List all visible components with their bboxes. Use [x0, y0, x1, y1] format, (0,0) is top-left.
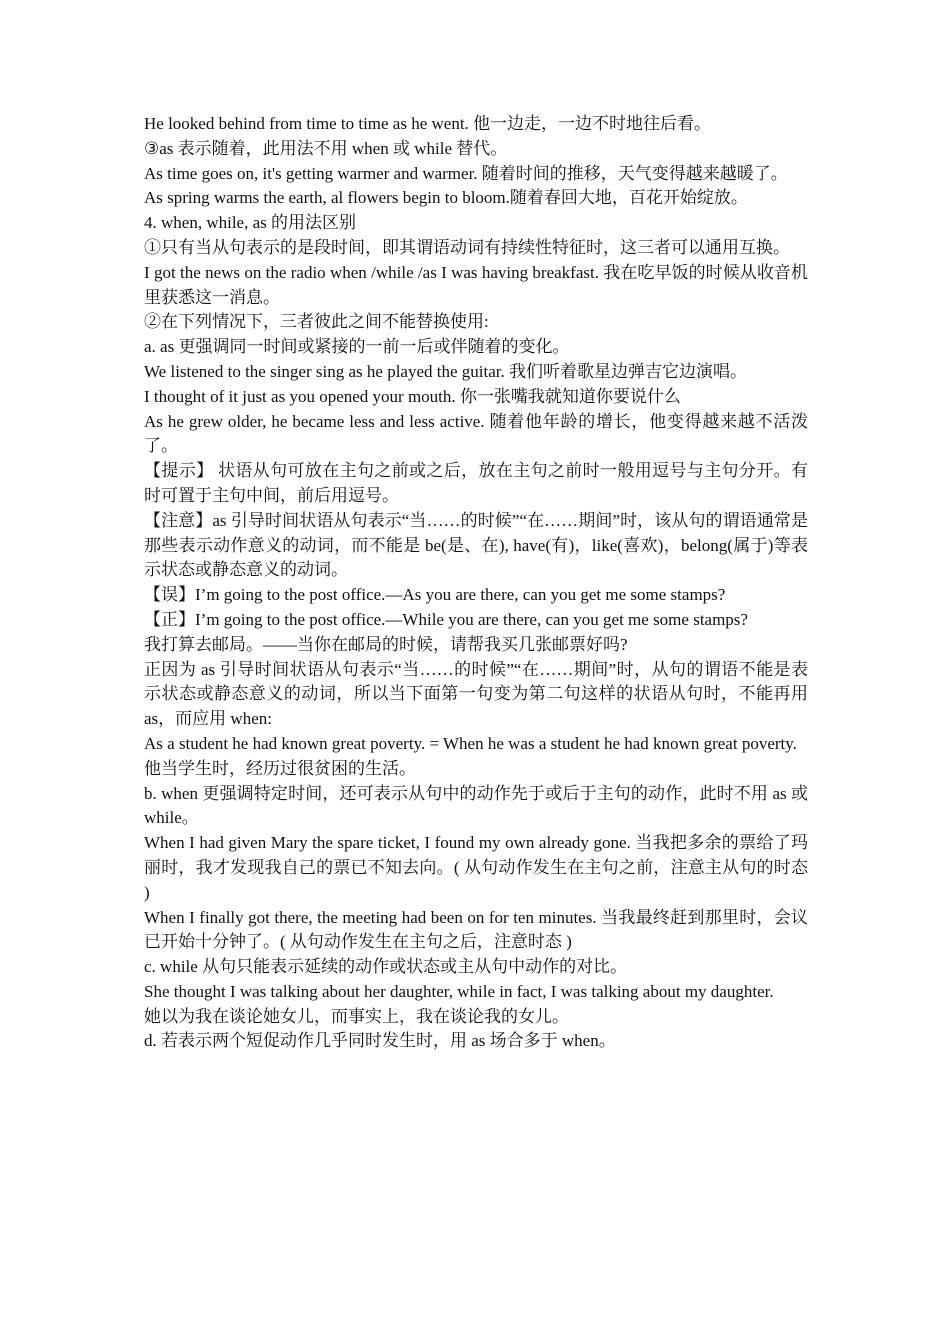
- document-body: [144, 112, 808, 1054]
- paragraph: I thought of it just as you opened your mouth. 你一张嘴我就知道你要说什么: [144, 386, 681, 406]
- paragraph: 我打算去邮局。——当你在邮局的时候，请帮我买几张邮票好吗?: [144, 634, 628, 654]
- paragraph: When I finally got there, the meeting had been on for ten minutes. 当我最终赶到那里时，会议已开始十分钟了。( 从句动作发生在主句之后，注意时态 ): [144, 907, 808, 952]
- paragraph: ②在下列情况下，三者彼此之间不能替换使用:: [144, 312, 489, 332]
- paragraph: b. when 更强调特定时间，还可表示从句中的动作先于或后于主句的动作，此时不用 as 或 while。: [144, 783, 808, 828]
- paragraph: As a student he had known great poverty. = When he was a student he had known great poverty.: [144, 733, 797, 753]
- paragraph: When I had given Mary the spare ticket, I found my own already gone. 当我把多余的票给了玛丽时，我才发现我自己的票已不知去向。( 从句动作发生在主句之前，注意主从句的时态 ): [144, 833, 808, 902]
- paragraph: ③as 表示随着，此用法不用 when 或 while 替代。: [144, 138, 508, 158]
- tip-paragraph: 【提示】 状语从句可放在主句之前或之后，放在主句之前时一般用逗号与主句分开。有时可置于主句中间，前后用逗号。: [144, 461, 808, 505]
- wrong-example: 【误】I’m going to the post office.—As you are there, can you get me some stamps?: [144, 585, 726, 605]
- paragraph: 她以为我在谈论她女儿，而事实上，我在谈论我的女儿。: [144, 1006, 569, 1026]
- note-paragraph: 【注意】as 引导时间状语从句表示“当……的时候”“在……期间”时，该从句的谓语通常是那些表示动作意义的动词，而不能是 be(是、在), have(有)，like(喜欢)，belong(属于)等表示状态或静态意义的动词。: [144, 510, 808, 580]
- paragraph: As he grew older, he became less and less active. 随着他年龄的增长，他变得越来越不活泼了。: [144, 411, 808, 456]
- paragraph: d. 若表示两个短促动作几乎同时发生时，用 as 场合多于 when。: [144, 1031, 616, 1051]
- paragraph: As time goes on, it's getting warmer and warmer. 随着时间的推移，天气变得越来越暖了。: [144, 163, 788, 183]
- correct-example: 【正】I’m going to the post office.—While you are there, can you get me some stamps?: [144, 609, 748, 629]
- section-heading: 4. when, while, as 的用法区别: [144, 213, 357, 233]
- paragraph: a. as 更强调同一时间或紧接的一前一后或伴随着的变化。: [144, 337, 570, 357]
- paragraph: He looked behind from time to time as he went. 他一边走，一边不时地往后看。: [144, 114, 712, 133]
- paragraph: We listened to the singer sing as he played the guitar. 我们听着歌星边弹吉它边演唱。: [144, 361, 747, 381]
- paragraph: As spring warms the earth, al flowers begin to bloom.随着春回大地，百花开始绽放。: [144, 188, 748, 208]
- paragraph: 他当学生时，经历过很贫困的生活。: [144, 758, 416, 778]
- paragraph: ①只有当从句表示的是段时间，即其谓语动词有持续性特征时，这三者可以通用互换。: [144, 237, 790, 257]
- paragraph: 正因为 as 引导时间状语从句表示“当……的时候”“在……期间”时，从句的谓语不能是表示状态或静态意义的动词，所以当下面第一句变为第二句这样的状语从句时，不能再用 as，而应用 when:: [144, 659, 808, 729]
- paragraph: I got the news on the radio when /while /as I was having breakfast. 我在吃早饭的时候从收音机里获悉这一消息。: [144, 262, 808, 307]
- paragraph: She thought I was talking about her daughter, while in fact, I was talking about my daughter.: [144, 981, 774, 1001]
- paragraph: c. while 从句只能表示延续的动作或状态或主从句中动作的对比。: [144, 957, 628, 977]
